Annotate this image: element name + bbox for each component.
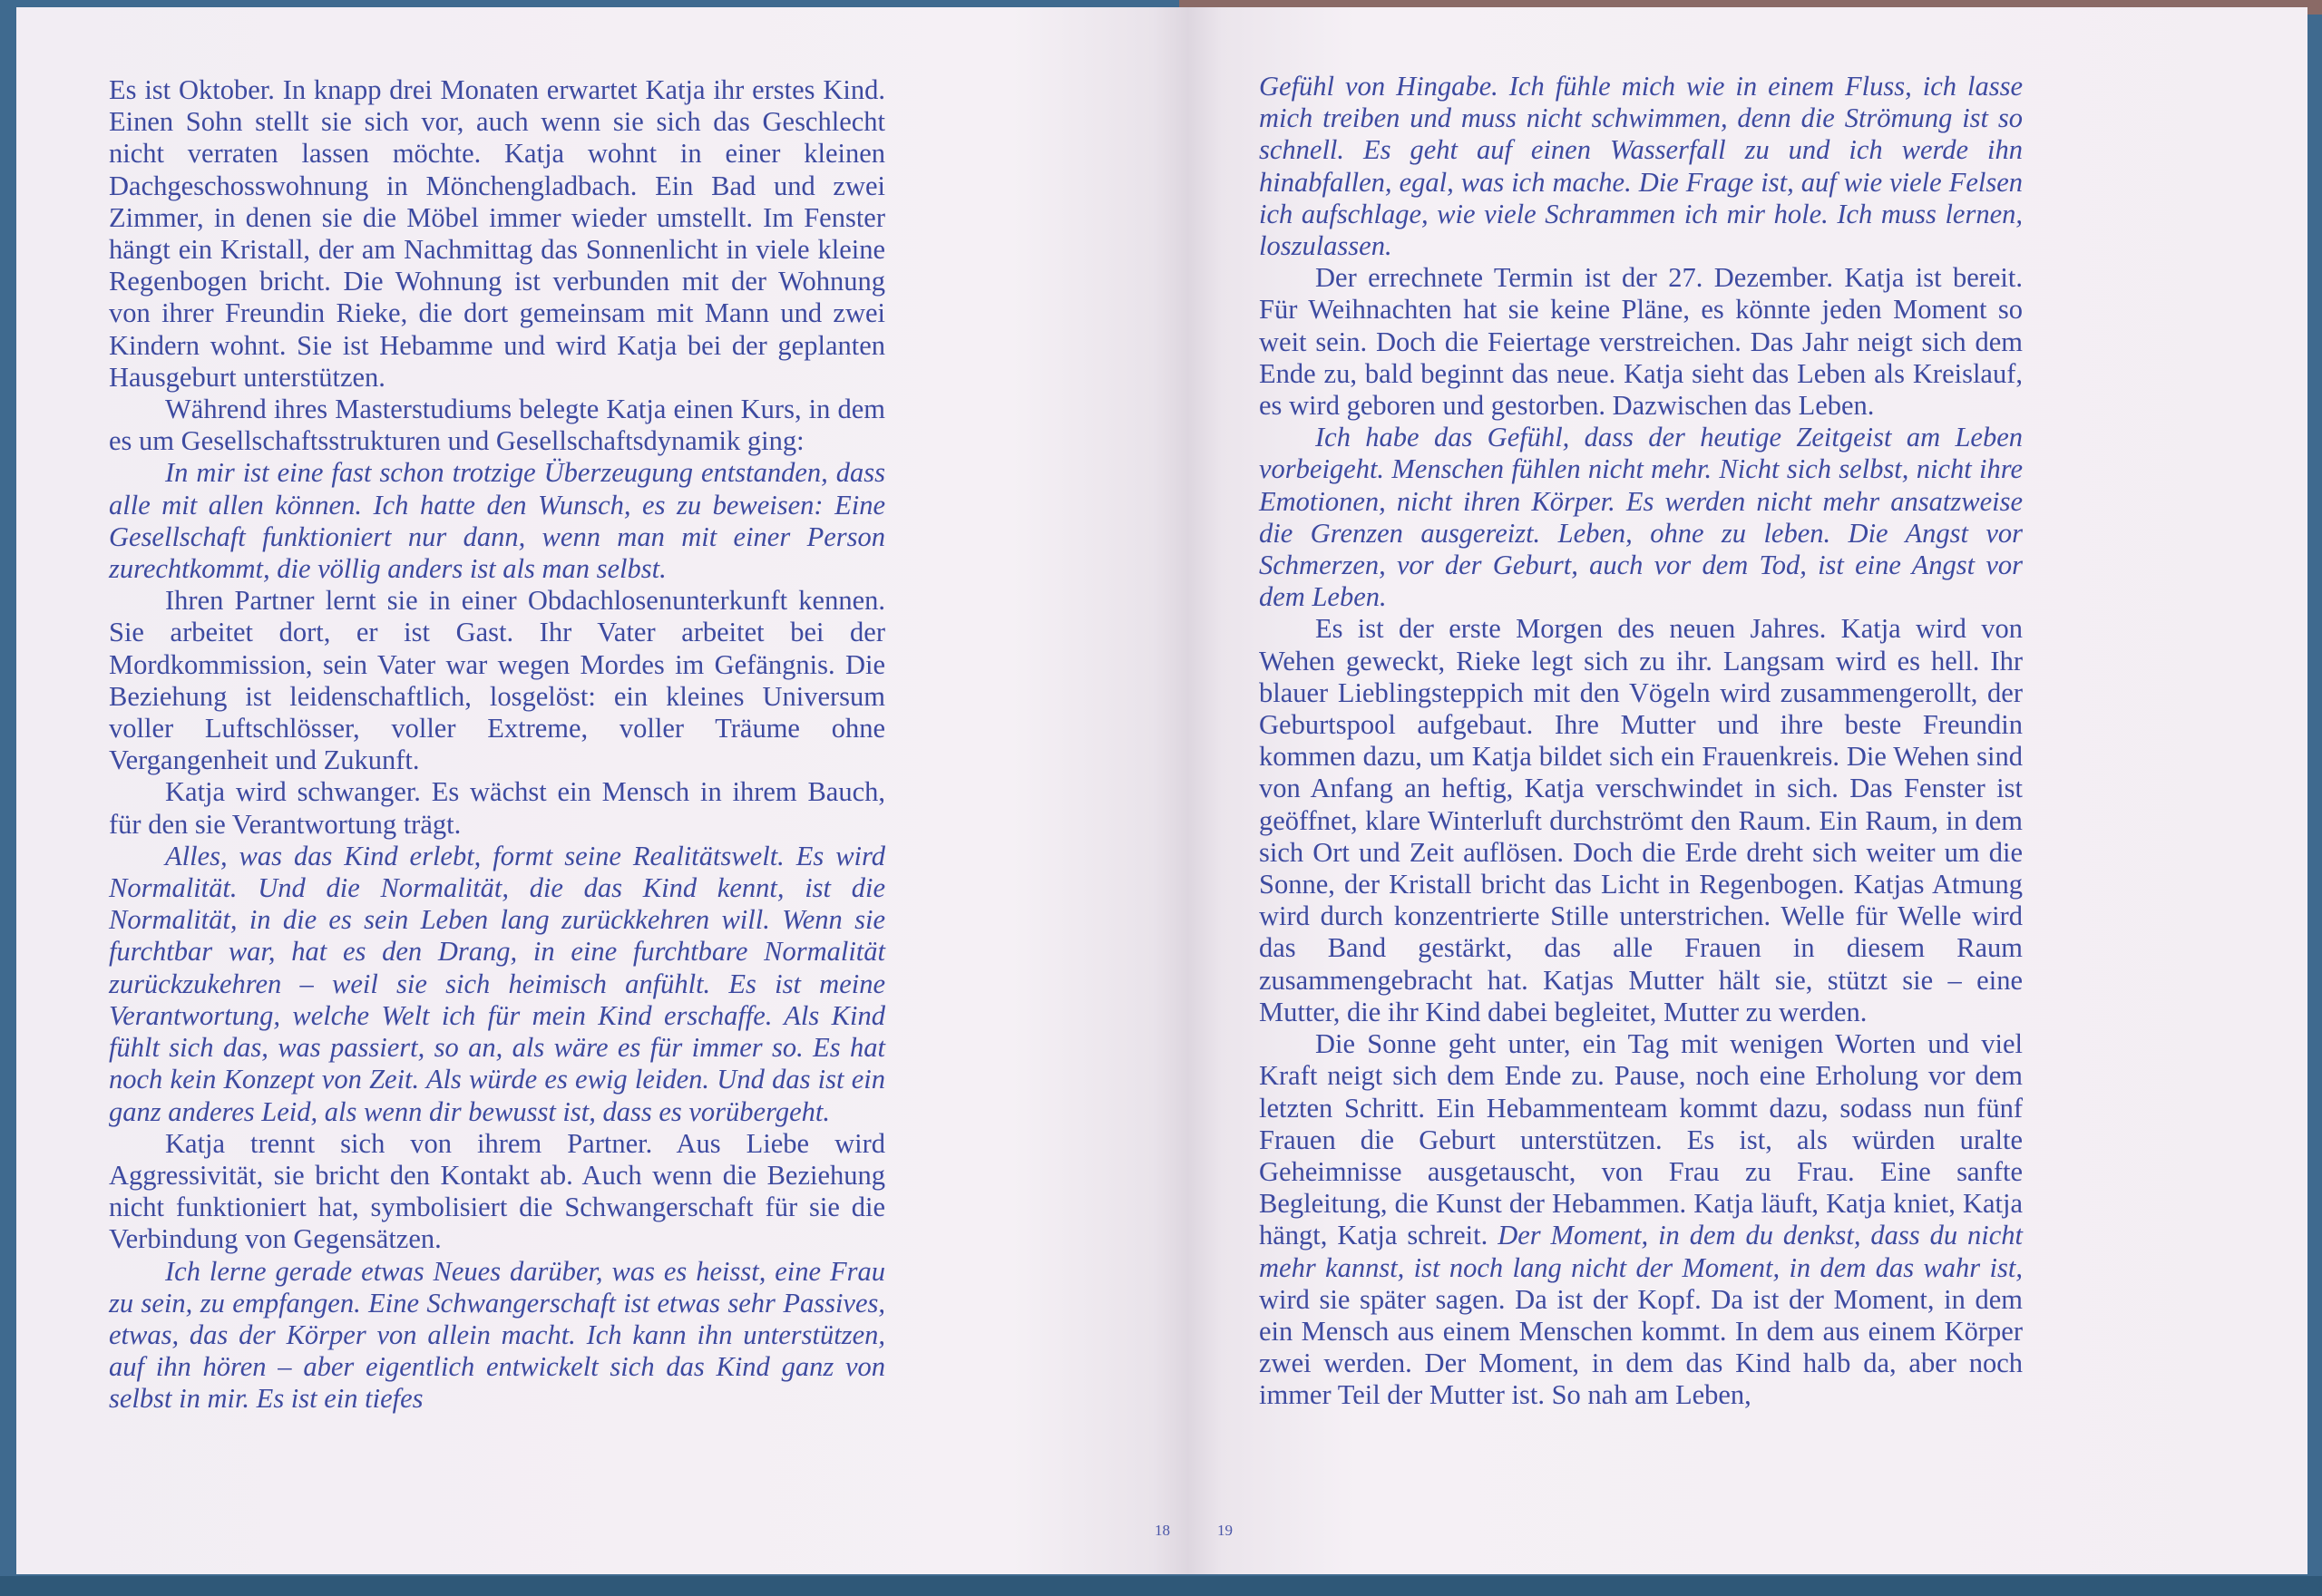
quote-inline: Der Moment, in dem du denkst, dass du nicht mehr kannst, ist noch lang nicht der Moment, in dem das wahr ist, [1259, 1220, 2024, 1283]
right-page-body [1259, 71, 2023, 1412]
page-number: 19 [1217, 1522, 1233, 1539]
paragraph: Während ihres Masterstudiums belegte Katja einen Kurs, in dem es um Gesellschaftsstrukturen und Gesellschaftsdynamik ging: [109, 394, 885, 457]
left-page [16, 7, 1188, 1574]
paragraph: Katja trennt sich von ihrem Partner. Aus Liebe wird Aggressivität, sie bricht den Kontakt ab. Auch wenn die Beziehung nicht funktioniert hat, symbolisiert die Schwangerschaft für sie die Verbindung von Gegensätzen. [109, 1127, 885, 1255]
book-cover-edge [0, 1576, 2322, 1596]
quote-paragraph: In mir ist eine fast schon trotzige Überzeugung entstanden, dass alle mit allen können. Ich hatte den Wunsch, es zu beweisen: Eine Gesellschaft funktioniert nur dann, wenn man mit einer Person zurechtkommt, die völlig anders ist als man selbst. [109, 457, 885, 585]
left-page-body [109, 74, 885, 1416]
paragraph: Der errechnete Termin ist der 27. Dezember. Katja ist bereit. Für Weihnachten hat sie keine Pläne, es könnte jeden Moment so weit sein. Doch die Feiertage verstreichen. Das Jahr neigt sich dem Ende zu, bald beginnt das neue. Katja sieht das Leben als Kreislauf, es wird geboren und gestorben. Dazwischen das Leben. [1259, 262, 2023, 422]
paragraph: Ihren Partner lernt sie in einer Obdachlosenunterkunft kennen. Sie arbeitet dort, er ist Gast. Ihr Vater arbeitet bei der Mordkommission, sein Vater war wegen Mordes im Gefängnis. Die Beziehung ist leidenschaftlich, losgelöst: ein kleines Universum voller Luftschlösser, voller Extreme, voller Träume ohne Vergangenheit und Zukunft. [109, 585, 885, 776]
right-page [1188, 7, 2307, 1574]
paragraph: Es ist Oktober. In knapp drei Monaten erwartet Katja ihr erstes Kind. Einen Sohn stellt sie sich vor, auch wenn sie sich das Geschlecht nicht verraten lassen möchte. Katja wohnt in einer kleinen Dachgeschosswohnung in Mönchengladbach. Ein Bad und zwei Zimmer, in denen sie die Möbel immer wieder umstellt. Im Fenster hängt ein Kristall, der am Nachmittag das Sonnenlicht in viele kleine Regenbogen bricht. Die Wohnung ist verbunden mit der Wohnung von ihrer Freundin Rieke, die dort gemeinsam mit Mann und zwei Kindern wohnt. Sie ist Hebamme und wird Katja bei der geplanten Hausgeburt unterstützen. [109, 74, 885, 393]
quote-paragraph: Gefühl von Hingabe. Ich fühle mich wie in einem Fluss, ich lasse mich treiben und muss nicht schwimmen, denn die Strömung ist so schnell. Es geht auf einen Wasserfall zu und ich werde ihn hinabfallen, egal, was ich mache. Die Frage ist, auf wie viele Felsen ich aufschlage, wie viele Schrammen ich mir hole. Ich muss lernen, loszulassen. [1259, 71, 2023, 262]
quote-paragraph: Ich lerne gerade etwas Neues darüber, was es heisst, eine Frau zu sein, zu empfangen. Eine Schwangerschaft ist etwas sehr Passives, etwas, das der Körper von allein macht. Ich kann ihn unterstützen, auf ihn hören – aber eigentlich entwickelt sich das Kind ganz von selbst in mir. Es ist ein tiefes [109, 1255, 885, 1415]
page-number: 18 [1155, 1522, 1170, 1539]
paragraph: Es ist der erste Morgen des neuen Jahres. Katja wird von Wehen geweckt, Rieke legt sich zu ihr. Langsam wird es hell. Ihr blauer Lieblingsteppich mit den Vögeln wird zusammengerollt, der Geburtspool aufgebaut. Ihre Mutter und ihre beste Freundin kommen dazu, um Katja bildet sich ein Frauenkreis. Die Wehen sind von Anfang an heftig, Katja verschwindet in sich. Das Fenster ist geöffnet, klare Winterluft durchströmt den Raum. Ein Raum, in dem sich Ort und Zeit auflösen. Doch die Erde dreht sich weiter um die Sonne, der Kristall bricht das Licht in Regenbogen. Katjas Atmung wird durch konzentrierte Stille unterstrichen. Welle für Welle wird das Band gestärkt, das alle Frauen in diesem Raum zusammengebracht hat. Katjas Mutter hält sie, stützt sie – eine Mutter, die ihr Kind dabei begleitet, Mutter zu werden. [1259, 613, 2023, 1027]
paragraph-text: wird sie später sagen. Da ist der Kopf. Da ist der Moment, in dem ein Mensch aus einem Menschen kommt. In dem aus einem Körper zwei werden. Der Moment, in dem das Kind halb da, aber noch immer Teil der Mutter ist. So nah am Leben, [1259, 1283, 2023, 1411]
paragraph: Katja wird schwanger. Es wächst ein Mensch in ihrem Bauch, für den sie Verantwortung trägt. [109, 776, 885, 840]
quote-paragraph: Alles, was das Kind erlebt, formt seine Realitätswelt. Es wird Normalität. Und die Normalität, die das Kind kennt, ist die Normalität, in die es sein Leben lang zurückkehren will. Wenn sie furchtbar war, hat es den Drang, in eine furchtbare Normalität zurückzukehren – weil sie sich heimisch anfühlt. Es ist meine Verantwortung, welche Welt ich für mein Kind erschaffe. Als Kind fühlt sich das, was passiert, so an, als wäre es für immer so. Es hat noch kein Konzept von Zeit. Als würde es ewig leiden. Und das ist ein ganz anderes Leid, als wenn dir bewusst ist, dass es vorübergeht. [109, 840, 885, 1127]
paragraph [1259, 1028, 2023, 1411]
paragraph-text: Die Sonne geht unter, ein Tag mit wenigen Worten und viel Kraft neigt sich dem Ende zu. Pause, noch eine Erholung vor dem letzten Schritt. Ein Hebammenteam kommt dazu, sodass nun fünf Frauen die Geburt unterstützen. Es ist, als würden uralte Geheimnisse ausgetauscht, von Frau zu Frau. Eine sanfte Begleitung, die Kunst der Hebammen. Katja läuft, Katja kniet, Katja hängt, Katja schreit. [1259, 1028, 2023, 1251]
quote-paragraph: Ich habe das Gefühl, dass der heutige Zeitgeist am Leben vorbeigeht. Menschen fühlen nicht mehr. Nicht sich selbst, nicht ihre Emotionen, nicht ihren Körper. Es werden nicht mehr ansatzweise die Grenzen ausgereizt. Leben, ohne zu leben. Die Angst vor Schmerzen, vor der Geburt, auch vor dem Tod, ist eine Angst vor dem Leben. [1259, 422, 2023, 613]
